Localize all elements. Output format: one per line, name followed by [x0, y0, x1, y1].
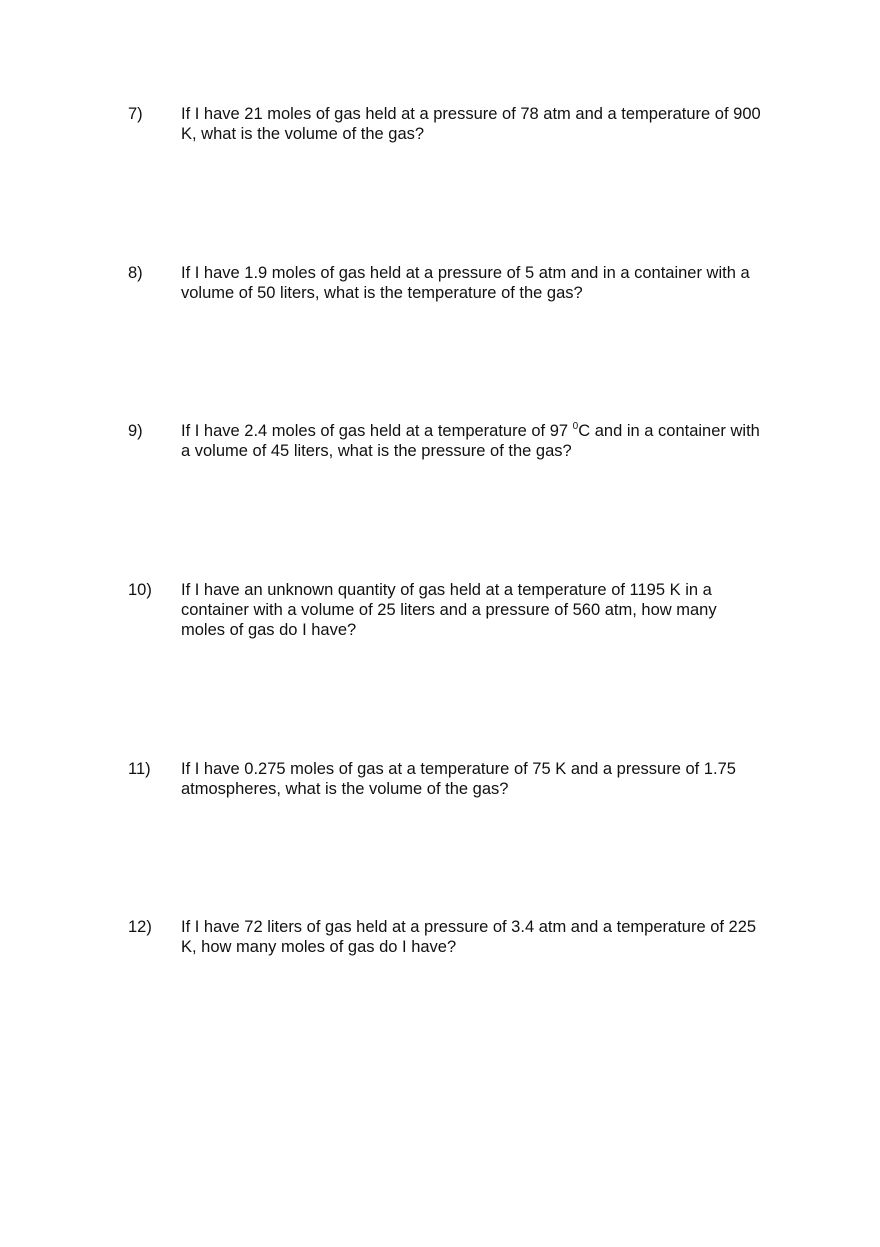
question-number: 7) — [128, 105, 143, 123]
question-text-before: If I have 2.4 moles of gas held at a temperature of 97 — [181, 422, 573, 440]
degree-superscript: 0 — [572, 420, 579, 432]
question-text — [181, 421, 761, 461]
question-number: 8) — [128, 264, 143, 282]
question-11 — [128, 759, 768, 799]
question-number: 10) — [128, 581, 152, 599]
question-8 — [128, 263, 768, 303]
question-10 — [128, 580, 768, 640]
question-7 — [128, 104, 768, 144]
question-text: If I have 0.275 moles of gas at a temperature of 75 K and a pressure of 1.75 atmospheres, what is the volume of the gas? — [181, 760, 736, 798]
question-text: If I have 1.9 moles of gas held at a pressure of 5 atm and in a container with a volume of 50 liters, what is the temperature of the gas? — [181, 264, 750, 302]
question-number: 12) — [128, 918, 152, 936]
question-9 — [128, 421, 768, 461]
question-text-after: C and in a container with a volume of 45 liters, what is the pressure of the gas? — [181, 422, 760, 460]
question-text: If I have 72 liters of gas held at a pressure of 3.4 atm and a temperature of 225 K, how many moles of gas do I have? — [181, 918, 757, 956]
question-12 — [128, 917, 768, 957]
question-number: 9) — [128, 422, 143, 440]
question-number: 11) — [128, 760, 151, 778]
question-text: If I have an unknown quantity of gas held at a temperature of 1195 K in a container with a volume of 25 liters and a pressure of 560 atm, how many moles of gas do I have? — [181, 581, 717, 639]
question-text: If I have 21 moles of gas held at a pressure of 78 atm and a temperature of 900 K, what is the volume of the gas? — [181, 105, 761, 143]
